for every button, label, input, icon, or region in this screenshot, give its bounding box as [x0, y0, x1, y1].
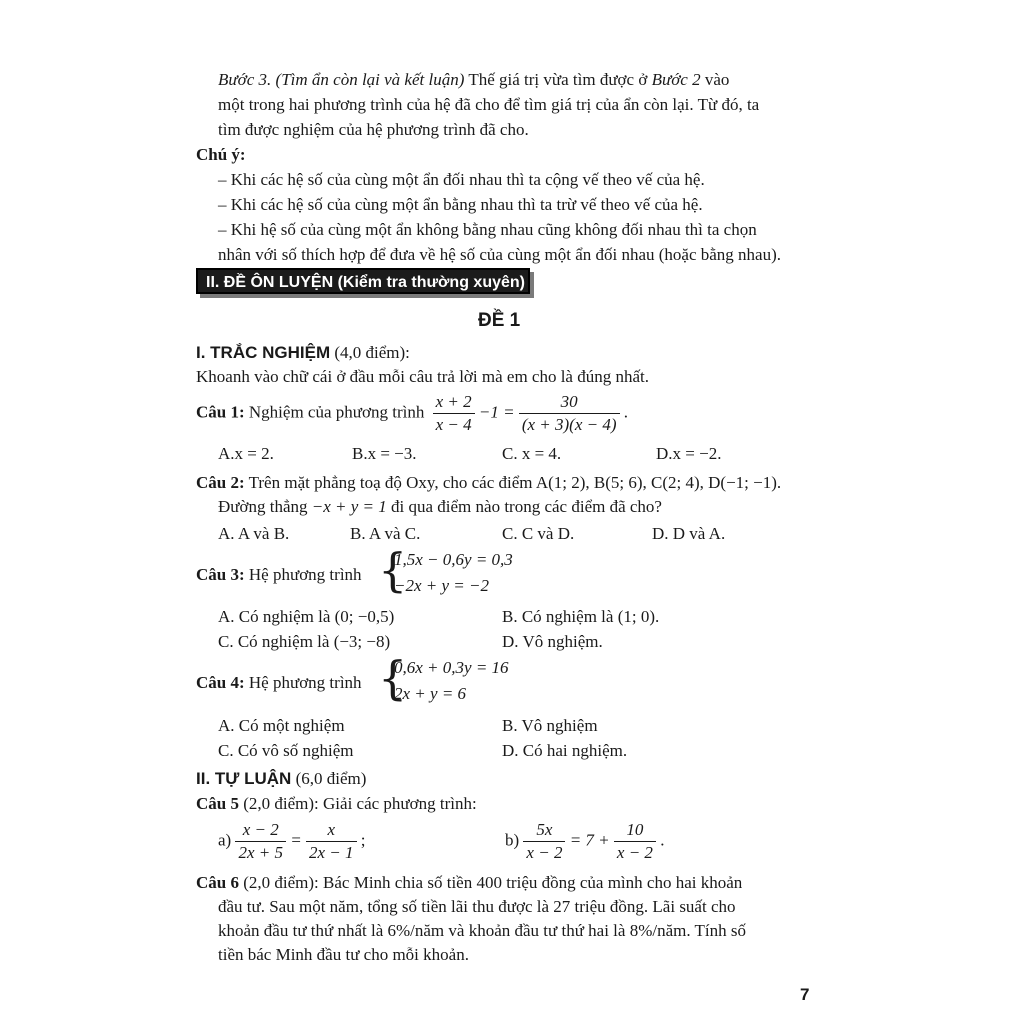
q1-text: Nghiệm của phương trình: [248, 402, 425, 422]
q3-option-b: B. Có nghiệm là (1; 0).: [502, 607, 660, 626]
q6-line3: khoản đầu tư thứ nhất là 6%/năm và khoản đầu tư thứ hai là 8%/năm. Tính số: [218, 921, 747, 940]
q6-line2: đầu tư. Sau một năm, tổng số tiền lãi thu được là 27 triệu đồng. Lãi suất cho: [218, 897, 736, 916]
q1-end: .: [623, 402, 628, 422]
intro-line-2: một trong hai phương trình của hệ đã cho để tìm giá trị của ẩn còn lại. Từ đó, ta: [218, 95, 760, 114]
question-3: [196, 565, 362, 585]
q5-b-label: b): [505, 830, 520, 850]
q5-a-rhs-den: 2x − 1: [308, 843, 354, 862]
q5-a-lhs-fraction: [235, 820, 286, 863]
note-title: Chú ý:: [196, 145, 246, 164]
q1-rhs-fraction: [519, 392, 620, 435]
q4-eq2: 2x + y = 6: [394, 684, 467, 703]
q4-option-d: D. Có hai nghiệm.: [502, 741, 628, 760]
intro-line-3: tìm được nghiệm của hệ phương trình đã cho.: [218, 120, 529, 139]
brace-icon: {: [378, 651, 408, 705]
question-5: [196, 794, 477, 814]
q5-b-rhs-den: x − 2: [616, 843, 653, 862]
q5-b-end: .: [660, 830, 665, 850]
q2-line2-a: Đường thẳng: [218, 497, 308, 516]
q1-minus-one: −1 =: [478, 402, 515, 422]
step3-line: [218, 70, 729, 90]
q5-a-eq: =: [290, 830, 302, 850]
q3-eq1: 1,5x − 0,6y = 0,3: [394, 550, 513, 569]
q5-b-lhs-num: 5x: [523, 820, 565, 842]
part1-points: (4,0 điểm):: [334, 343, 410, 362]
q1-option-d: D.x = −2.: [656, 444, 722, 463]
q1-rhs-num: 30: [519, 392, 620, 414]
q5-b-lhs-fraction: [523, 820, 565, 863]
q5-part-a: [218, 820, 366, 863]
part2-points: (6,0 điểm): [295, 769, 367, 788]
question-2: [196, 473, 781, 493]
q6-label: Câu 6: [196, 873, 239, 892]
part1-heading-line: [196, 343, 410, 363]
q2-line2-b: đi qua điểm nào trong các điểm đã cho?: [391, 497, 662, 516]
q5-b-lhs-den: x − 2: [526, 843, 563, 862]
q1-rhs-den: (x + 3)(x − 4): [521, 415, 617, 434]
part1-instruction: Khoanh vào chữ cái ở đầu mỗi câu trả lời mà em cho là đúng nhất.: [196, 367, 649, 386]
q5-a-rhs-num: x: [306, 820, 357, 842]
q5-a-lhs-den: 2x + 5: [238, 843, 283, 862]
q5-a-rhs-fraction: [306, 820, 357, 863]
q6-line1: (2,0 điểm): Bác Minh chia số tiền 400 triệu đồng của mình cho hai khoản: [243, 873, 743, 892]
q3-text: Hệ phương trình: [248, 565, 362, 584]
q4-option-b: B. Vô nghiệm: [502, 716, 598, 735]
page-number: 7: [800, 985, 810, 1004]
q3-option-d: D. Vô nghiệm.: [502, 632, 603, 651]
q4-label: Câu 4:: [196, 673, 245, 692]
note-item: – Khi các hệ số của cùng một ẩn bằng nhau thì ta trừ vế theo vế của hệ.: [218, 195, 703, 214]
exam-title: ĐỀ 1: [478, 310, 521, 331]
q5-b-rhs-num: 10: [614, 820, 656, 842]
question-4: [196, 673, 362, 693]
q5-text: (2,0 điểm): Giải các phương trình:: [243, 794, 477, 813]
question-1: [196, 392, 628, 435]
q5-a-end: ;: [360, 830, 366, 850]
q5-a-lhs-num: x − 2: [235, 820, 286, 842]
q1-option-c: C. x = 4.: [502, 444, 562, 463]
q2-line1: Trên mặt phẳng toạ độ Oxy, cho các điểm A(1; 2), B(5; 6), C(2; 4), D(−1; −1).: [248, 473, 782, 492]
q1-lhs-den: x − 4: [435, 415, 472, 434]
q5-b-mid: = 7 +: [569, 830, 610, 850]
q4-system: [378, 651, 540, 708]
q3-eq2: −2x + y = −2: [394, 576, 489, 595]
part2-heading-line: [196, 769, 366, 789]
q4-text: Hệ phương trình: [248, 673, 362, 692]
q2-option-d: D. D và A.: [652, 524, 726, 543]
part1-heading: I. TRẮC NGHIỆM: [196, 343, 331, 362]
q5-label: Câu 5: [196, 794, 239, 813]
q6-line4: tiền bác Minh đầu tư cho mỗi khoản.: [218, 945, 469, 964]
q3-system: [378, 543, 540, 600]
q1-label: Câu 1:: [196, 402, 245, 422]
q3-label: Câu 3:: [196, 565, 245, 584]
q1-lhs-fraction: [433, 392, 475, 435]
q4-eq1: 0,6x + 0,3y = 16: [394, 658, 509, 677]
q2-line2: [218, 497, 662, 517]
note-item: – Khi các hệ số của cùng một ẩn đối nhau thì ta cộng vế theo vế của hệ.: [218, 170, 705, 189]
q2-option-a: A. A và B.: [218, 524, 290, 543]
q1-option-a: A.x = 2.: [218, 444, 274, 463]
question-6: [196, 873, 742, 893]
q2-option-c: C. C và D.: [502, 524, 575, 543]
q2-label: Câu 2:: [196, 473, 245, 492]
q2-option-b: B. A và C.: [350, 524, 421, 543]
step2-ref: Bước 2: [651, 70, 701, 89]
section-banner: II. ĐỀ ÔN LUYỆN (Kiểm tra thường xuyên): [196, 268, 530, 294]
step3-label: Bước 3.: [218, 70, 272, 89]
q3-option-c: C. Có nghiệm là (−3; −8): [218, 632, 391, 651]
q4-option-a: A. Có một nghiệm: [218, 716, 345, 735]
q1-option-b: B.x = −3.: [352, 444, 417, 463]
step3-text-a: Thế giá trị vừa tìm được ở: [468, 70, 648, 89]
q1-lhs-num: x + 2: [433, 392, 475, 414]
q5-b-rhs-fraction: [614, 820, 656, 863]
step3-paren: (Tìm ẩn còn lại và kết luận): [275, 70, 465, 89]
q5-a-label: a): [218, 830, 232, 850]
note-item: – Khi hệ số của cùng một ẩn không bằng nhau cũng không đối nhau thì ta chọn: [218, 220, 757, 239]
step3-text-b: vào: [704, 70, 730, 89]
part2-heading: II. TỰ LUẬN: [196, 769, 292, 788]
note-item: nhân với số thích hợp để đưa về hệ số của cùng một ẩn đối nhau (hoặc bằng nhau).: [218, 245, 782, 264]
q4-option-c: C. Có vô số nghiệm: [218, 741, 354, 760]
q3-option-a: A. Có nghiệm là (0; −0,5): [218, 607, 395, 626]
q2-equation: −x + y = 1: [311, 497, 387, 516]
brace-icon: {: [378, 543, 408, 597]
q5-part-b: [505, 820, 664, 863]
